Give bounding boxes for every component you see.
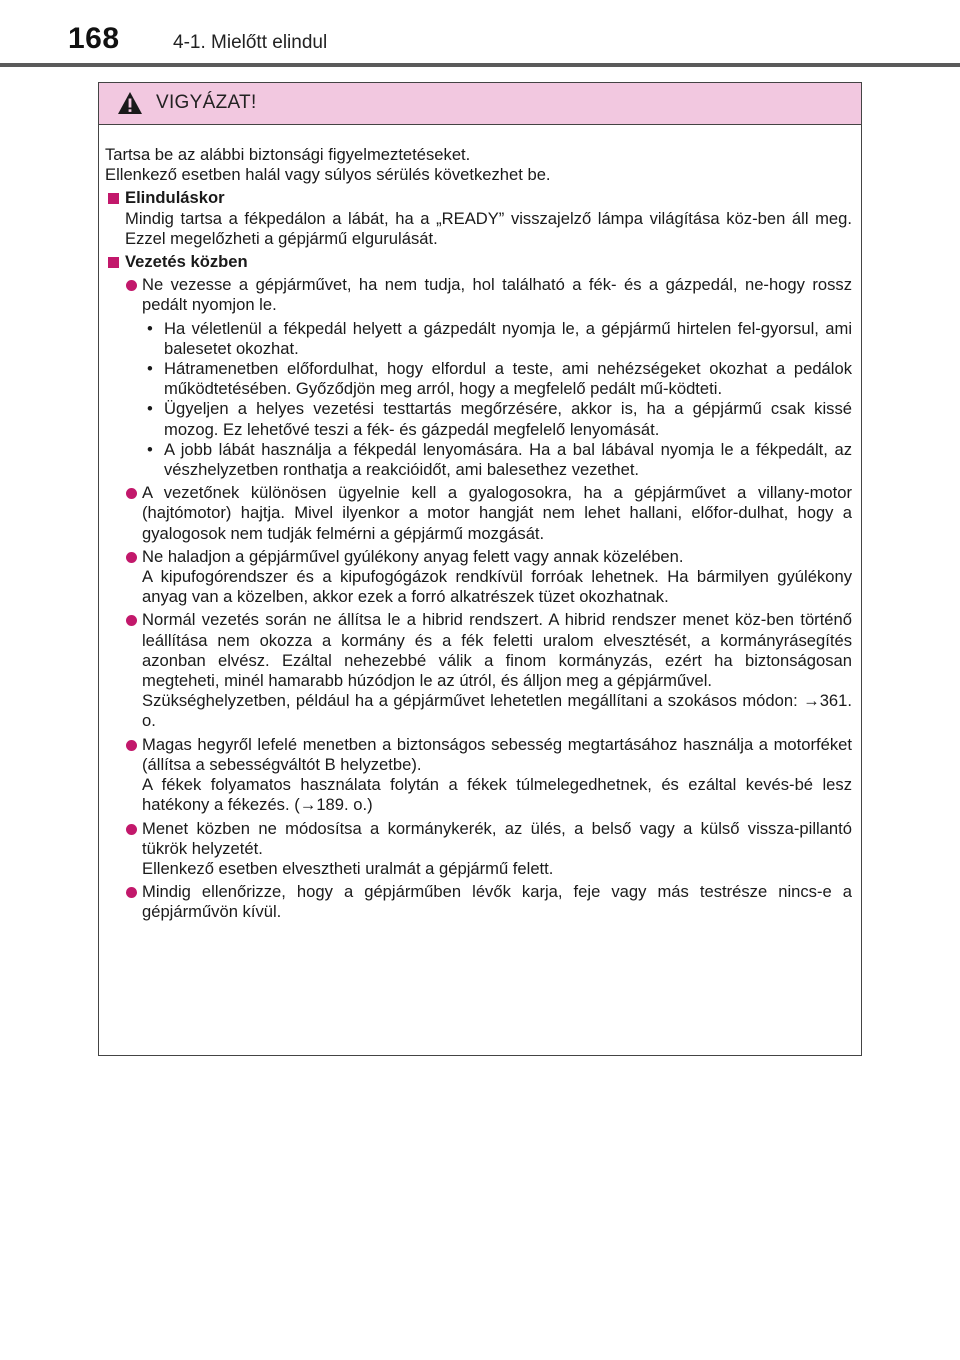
- sub-list-item-text: Hátramenetben előfordulhat, hogy elfordul a teste, ami nehézségeket okozhat a pedálok működtetésében. Győződjön meg arról, hogy a megfelelő pedált mű-ködteti.: [164, 359, 852, 399]
- square-bullet-icon: [108, 257, 119, 268]
- list-item: [105, 483, 852, 544]
- list-item-text: A fékek folyamatos használata folytán a fékek túlmelegedhetnek, és ezáltal kevés-bé lesz hatékony a fékezés. (→189. o.): [142, 775, 852, 815]
- circle-bullet-icon: [126, 280, 137, 291]
- list-item: [105, 610, 852, 731]
- list-item: [105, 735, 852, 816]
- list-item-text: Mindig ellenőrizze, hogy a gépjárműben lévők karja, feje vagy más testrésze nincs-e a gépjárművön kívül.: [142, 882, 852, 922]
- page-header: [0, 0, 960, 70]
- section-text: Mindig tartsa a fékpedálon a lábát, ha a „READY” visszajelző lámpa világítása köz-ben áll meg. Ezzel megelőzheti a gépjármű elgurulását.: [125, 208, 852, 248]
- circle-bullet-icon: [126, 887, 137, 898]
- list-item-text: Ne haladjon a gépjárművel gyúlékony anyag felett vagy annak közelében.: [142, 546, 684, 566]
- caution-header: [99, 83, 861, 125]
- section-heading-text: Elinduláskor: [125, 188, 225, 208]
- sub-list-item-text: Ügyeljen a helyes vezetési testtartás megőrzésére, akkor is, ha a gépjármű csak kissé mozog. Ez lehetővé teszi a fék- és gázpedál megfelelő lenyomását.: [164, 399, 852, 439]
- sub-list-item: [105, 399, 852, 439]
- sub-list-item-text: Ha véletlenül a fékpedál helyett a gázpedált nyomja le, a gépjármű hirtelen fel-gyorsul, ami balesetet okozhat.: [164, 318, 852, 358]
- section-heading-elindulaskor: [105, 188, 852, 208]
- list-item: [105, 819, 852, 880]
- sub-list-item: [105, 440, 852, 480]
- sub-list-item-text: A jobb lábát használja a fékpedál lenyomására. Ha a bal lábával nyomja le a fékpedált, az vészhelyzetben ronthatja a reakcióidőt, ami balesethez vezethet.: [164, 439, 852, 480]
- list-item-text: Magas hegyről lefelé menetben a biztonságos sebesség megtartásához használja a motorféket (állítsa a sebességváltót B helyzetbe).: [142, 734, 852, 774]
- list-item-text: Szükséghelyzetben, például ha a gépjárművet lehetetlen megállítani a szokásos módon: →361. o.: [142, 691, 852, 731]
- page-number: 168: [68, 22, 120, 55]
- list-item-text: Ellenkező esetben elvesztheti uralmát a gépjármű felett.: [142, 858, 554, 878]
- list-item-text: A kipufogórendszer és a kipufogógázok rendkívül forróak lehetnek. Ha bármilyen gyúlékony anyag van a közelben, akkor ezek a forró alkatrészek tüzet okozhatnak.: [142, 567, 852, 607]
- circle-bullet-icon: [126, 615, 137, 626]
- circle-bullet-icon: [126, 552, 137, 563]
- header-rule: [0, 63, 960, 67]
- section-heading-vezetes-kozben: [105, 252, 852, 272]
- list-item: [105, 275, 852, 315]
- caution-box: [98, 82, 862, 1056]
- list-item: [105, 547, 852, 608]
- list-item-text: Ne vezesse a gépjárművet, ha nem tudja, hol található a fék- és a gázpedál, ne-hogy rossz pedált nyomjon le.: [142, 275, 852, 315]
- circle-bullet-icon: [126, 824, 137, 835]
- list-item-text: A vezetőnek különösen ügyelnie kell a gyalogosokra, ha a gépjárművet a villany-motor (hajtómotor) hajtja. Mivel ilyenkor a motor hangját nem lehet hallani, előfor-dulhat, hogy a gyalogosok nem tudják felmérni a gépjármű mozgását.: [142, 483, 852, 543]
- dot-bullet-icon: •: [147, 318, 153, 338]
- list-item-text: Menet közben ne módosítsa a kormánykerék, az ülés, a belső vagy a külső vissza-pillantó tükrök helyzetét.: [142, 818, 852, 858]
- section-title: 4-1. Mielőtt elindul: [173, 32, 328, 53]
- intro-text: [105, 145, 852, 185]
- dot-bullet-icon: •: [147, 439, 153, 459]
- caution-title: VIGYÁZAT!: [156, 92, 257, 113]
- intro-line: Tartsa be az alábbi biztonsági figyelmeztetéseket.: [105, 145, 471, 164]
- intro-line: Ellenkező esetben halál vagy súlyos sérülés következhet be.: [105, 165, 551, 185]
- sub-list-item: [105, 319, 852, 359]
- sub-list-item: [105, 359, 852, 399]
- warning-triangle-icon: [117, 91, 143, 115]
- circle-bullet-icon: [126, 740, 137, 751]
- section-heading-text: Vezetés közben: [125, 252, 248, 272]
- dot-bullet-icon: •: [147, 399, 153, 419]
- caution-body: [99, 125, 861, 923]
- list-item-text: Normál vezetés során ne állítsa le a hibrid rendszert. A hibrid rendszer menet köz-ben történő leállítása nem okozza a kormány és a fék feletti uralom elvesztését, a kormányrásegítés azonban elvész. Ezáltal nehezebbé válik a finom kormányzás, ezért ha biztonságosan megteheti, minél hamarabb húzódjon le az útról, és álljon meg a gépjárművel.: [142, 610, 852, 691]
- circle-bullet-icon: [126, 488, 137, 499]
- sub-list: [105, 319, 852, 481]
- dot-bullet-icon: •: [147, 359, 153, 379]
- list-item: [105, 882, 852, 922]
- square-bullet-icon: [108, 193, 119, 204]
